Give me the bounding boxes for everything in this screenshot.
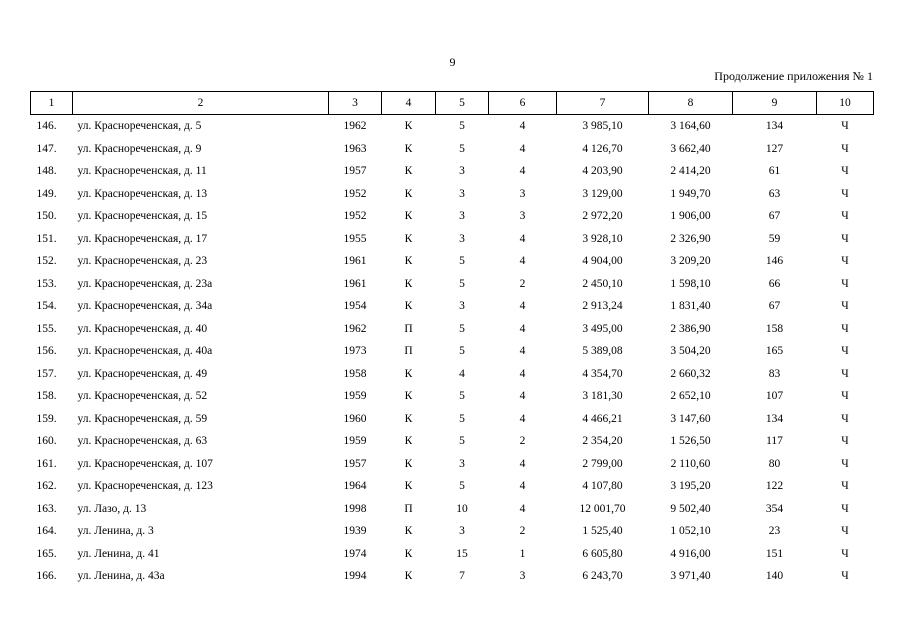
residents-cell: 61 [768, 165, 781, 178]
row-number-cell: 149. [36, 187, 57, 200]
living-area-cell: 1 831,40 [670, 300, 711, 313]
living-area-cell: 3 147,60 [670, 412, 711, 425]
living-area-cell: 2 326,90 [670, 232, 711, 245]
category-cell: Ч [841, 165, 849, 178]
table-row [31, 430, 874, 453]
year-built-cell: 1952 [343, 187, 367, 200]
floors-cell: 3 [459, 525, 465, 538]
year-built-cell: 1998 [343, 502, 367, 515]
residents-cell: 117 [766, 435, 783, 448]
total-area-cell: 4 107,80 [582, 480, 623, 493]
category-cell: Ч [841, 120, 849, 133]
floors-cell: 5 [459, 345, 465, 358]
year-built-cell: 1974 [343, 547, 367, 560]
living-area-cell: 1 906,00 [670, 210, 711, 223]
row-number-cell: 148. [36, 165, 57, 178]
wall-material-cell: К [404, 457, 413, 470]
total-area-cell: 3 129,00 [582, 187, 623, 200]
category-cell: Ч [841, 187, 849, 200]
total-area-cell: 2 450,10 [582, 277, 623, 290]
category-cell: Ч [841, 390, 849, 403]
category-cell: Ч [841, 255, 849, 268]
living-area-cell: 3 195,20 [670, 480, 711, 493]
living-area-cell: 2 386,90 [670, 322, 711, 335]
wall-material-cell: К [404, 142, 413, 155]
entrances-cell: 3 [519, 210, 526, 223]
row-number-cell: 157. [36, 367, 57, 380]
column-header: 2 [73, 92, 329, 115]
row-number-cell: 163. [36, 502, 57, 515]
address-cell: ул. Краснореченская, д. 34а [77, 300, 213, 313]
living-area-cell: 3 662,40 [670, 142, 711, 155]
column-header: 5 [436, 92, 489, 115]
entrances-cell: 4 [519, 457, 526, 470]
floors-cell: 5 [459, 390, 465, 403]
floors-cell: 3 [459, 187, 465, 200]
table-row [31, 295, 874, 318]
address-cell: ул. Краснореченская, д. 9 [77, 142, 202, 155]
address-cell: ул. Краснореченская, д. 40 [77, 322, 208, 335]
total-area-cell: 3 985,10 [582, 120, 623, 133]
column-header: 3 [329, 92, 382, 115]
living-area-cell: 2 652,10 [670, 390, 711, 403]
year-built-cell: 1962 [343, 120, 367, 133]
entrances-cell: 4 [519, 142, 526, 155]
residents-cell: 67 [768, 210, 781, 223]
address-cell: ул. Краснореченская, д. 52 [77, 390, 208, 403]
row-number-cell: 162. [36, 480, 57, 493]
residents-cell: 140 [765, 570, 784, 583]
table-row [31, 250, 874, 273]
category-cell: Ч [841, 570, 849, 583]
wall-material-cell: К [404, 525, 413, 538]
table-row [31, 453, 874, 476]
floors-cell: 10 [456, 502, 468, 515]
residents-cell: 354 [765, 502, 784, 515]
total-area-cell: 6 605,80 [582, 547, 623, 560]
row-number-cell: 154. [36, 300, 57, 313]
year-built-cell: 1954 [343, 300, 367, 313]
category-cell: Ч [841, 210, 849, 223]
floors-cell: 3 [459, 232, 465, 245]
floors-cell: 3 [459, 210, 465, 223]
living-area-cell: 3 504,20 [670, 345, 711, 358]
floors-cell: 15 [456, 547, 468, 560]
total-area-cell: 2 913,24 [582, 300, 623, 313]
living-area-cell: 1 526,50 [670, 435, 711, 448]
total-area-cell: 12 001,70 [579, 502, 626, 515]
total-area-cell: 3 928,10 [582, 232, 623, 245]
year-built-cell: 1964 [343, 480, 367, 493]
wall-material-cell: К [404, 547, 413, 560]
category-cell: Ч [841, 367, 849, 380]
living-area-cell: 3 971,40 [670, 570, 711, 583]
address-cell: ул. Краснореченская, д. 23 [77, 255, 208, 268]
address-cell: ул. Краснореченская, д. 11 [77, 165, 207, 178]
residents-cell: 67 [768, 300, 781, 313]
row-number-cell: 166. [36, 570, 57, 583]
floors-cell: 7 [459, 570, 465, 583]
wall-material-cell: К [404, 480, 413, 493]
entrances-cell: 4 [519, 255, 526, 268]
wall-material-cell: К [404, 570, 413, 583]
year-built-cell: 1955 [343, 232, 367, 245]
category-cell: Ч [841, 547, 849, 560]
address-cell: ул. Краснореченская, д. 63 [77, 435, 208, 448]
entrances-cell: 4 [519, 367, 526, 380]
address-cell: ул. Краснореченская, д. 59 [77, 412, 208, 425]
year-built-cell: 1961 [343, 255, 367, 268]
table-row [31, 160, 874, 183]
table-row [31, 228, 874, 251]
total-area-cell: 3 181,30 [582, 390, 623, 403]
total-area-cell: 4 904,00 [582, 255, 623, 268]
category-cell: Ч [841, 457, 849, 470]
row-number-cell: 151. [36, 232, 57, 245]
wall-material-cell: К [404, 277, 413, 290]
living-area-cell: 1 598,10 [670, 277, 711, 290]
column-header: 8 [649, 92, 733, 115]
year-built-cell: 1939 [343, 525, 367, 538]
entrances-cell: 4 [519, 322, 526, 335]
wall-material-cell: К [404, 300, 413, 313]
table-row [31, 498, 874, 521]
row-number-cell: 146. [36, 120, 57, 133]
address-cell: ул. Лазо, д. 13 [77, 502, 147, 515]
wall-material-cell: К [404, 187, 413, 200]
residents-cell: 59 [768, 232, 781, 245]
row-number-cell: 156. [36, 345, 57, 358]
address-cell: ул. Ленина, д. 3 [77, 525, 154, 538]
column-header: 6 [489, 92, 557, 115]
column-header: 4 [382, 92, 436, 115]
year-built-cell: 1963 [343, 142, 367, 155]
row-number-cell: 153. [36, 277, 57, 290]
year-built-cell: 1959 [343, 390, 367, 403]
year-built-cell: 1957 [343, 165, 367, 178]
entrances-cell: 2 [519, 525, 526, 538]
year-built-cell: 1973 [343, 345, 367, 358]
total-area-cell: 4 354,70 [582, 367, 623, 380]
category-cell: Ч [841, 345, 849, 358]
residents-cell: 107 [765, 390, 784, 403]
residents-cell: 146 [765, 255, 784, 268]
category-cell: Ч [841, 502, 849, 515]
entrances-cell: 4 [519, 412, 526, 425]
row-number-cell: 155. [36, 322, 57, 335]
living-area-cell: 4 916,00 [670, 547, 711, 560]
year-built-cell: 1952 [343, 210, 367, 223]
table-row [31, 205, 874, 228]
buildings-table [30, 91, 874, 588]
total-area-cell: 4 466,21 [582, 412, 623, 425]
address-cell: ул. Краснореченская, д. 107 [77, 457, 213, 470]
table-row [31, 543, 874, 566]
floors-cell: 5 [459, 480, 465, 493]
total-area-cell: 6 243,70 [582, 570, 623, 583]
category-cell: Ч [841, 277, 849, 290]
row-number-cell: 147. [36, 142, 57, 155]
wall-material-cell: К [404, 435, 413, 448]
table-row [31, 520, 874, 543]
table-header-row [31, 92, 874, 115]
category-cell: Ч [841, 322, 849, 335]
entrances-cell: 4 [519, 120, 526, 133]
category-cell: Ч [841, 300, 849, 313]
residents-cell: 83 [768, 367, 781, 380]
residents-cell: 80 [768, 457, 781, 470]
entrances-cell: 1 [519, 547, 526, 560]
floors-cell: 5 [459, 120, 465, 133]
column-header: 9 [733, 92, 817, 115]
row-number-cell: 161. [36, 457, 57, 470]
total-area-cell: 2 972,20 [582, 210, 623, 223]
residents-cell: 127 [765, 142, 784, 155]
year-built-cell: 1962 [343, 322, 367, 335]
living-area-cell: 2 414,20 [670, 165, 711, 178]
entrances-cell: 3 [519, 187, 526, 200]
entrances-cell: 4 [519, 390, 526, 403]
floors-cell: 3 [459, 457, 465, 470]
wall-material-cell: К [404, 210, 413, 223]
wall-material-cell: П [404, 322, 413, 335]
floors-cell: 5 [459, 277, 465, 290]
living-area-cell: 2 660,32 [670, 367, 711, 380]
address-cell: ул. Краснореченская, д. 5 [77, 120, 202, 133]
table-row [31, 273, 874, 296]
table-row [31, 565, 874, 588]
row-number-cell: 165. [36, 547, 57, 560]
entrances-cell: 4 [519, 502, 526, 515]
wall-material-cell: К [404, 232, 413, 245]
address-cell: ул. Ленина, д. 43а [77, 570, 165, 583]
floors-cell: 5 [459, 255, 465, 268]
residents-cell: 134 [765, 412, 784, 425]
category-cell: Ч [841, 412, 849, 425]
entrances-cell: 4 [519, 300, 526, 313]
category-cell: Ч [841, 232, 849, 245]
address-cell: ул. Ленина, д. 41 [77, 547, 160, 560]
table-row [31, 363, 874, 386]
row-number-cell: 160. [36, 435, 57, 448]
residents-cell: 158 [765, 322, 784, 335]
table-row [31, 318, 874, 341]
year-built-cell: 1994 [343, 570, 367, 583]
residents-cell: 151 [765, 547, 784, 560]
category-cell: Ч [841, 435, 849, 448]
entrances-cell: 4 [519, 345, 526, 358]
address-cell: ул. Краснореченская, д. 23а [77, 277, 213, 290]
column-header: 1 [31, 92, 73, 115]
total-area-cell: 2 799,00 [582, 457, 623, 470]
wall-material-cell: К [404, 120, 413, 133]
residents-cell: 122 [765, 480, 784, 493]
floors-cell: 3 [459, 165, 465, 178]
total-area-cell: 4 126,70 [582, 142, 623, 155]
residents-cell: 66 [768, 277, 781, 290]
column-header: 7 [557, 92, 649, 115]
wall-material-cell: П [404, 502, 413, 515]
year-built-cell: 1957 [343, 457, 367, 470]
entrances-cell: 4 [519, 232, 526, 245]
address-cell: ул. Краснореченская, д. 15 [77, 210, 208, 223]
row-number-cell: 159. [36, 412, 57, 425]
row-number-cell: 158. [36, 390, 57, 403]
floors-cell: 5 [459, 435, 465, 448]
residents-cell: 134 [765, 120, 784, 133]
address-cell: ул. Краснореченская, д. 17 [77, 232, 208, 245]
living-area-cell: 1 052,10 [670, 525, 711, 538]
table-row [31, 385, 874, 408]
living-area-cell: 3 209,20 [670, 255, 711, 268]
year-built-cell: 1961 [343, 277, 367, 290]
entrances-cell: 4 [519, 480, 526, 493]
wall-material-cell: К [404, 367, 413, 380]
wall-material-cell: П [404, 345, 413, 358]
category-cell: Ч [841, 525, 849, 538]
living-area-cell: 3 164,60 [670, 120, 711, 133]
year-built-cell: 1960 [343, 412, 367, 425]
page-number: 9 [449, 55, 456, 69]
table-row [31, 408, 874, 431]
floors-cell: 4 [459, 367, 465, 380]
entrances-cell: 4 [519, 165, 526, 178]
floors-cell: 5 [459, 412, 465, 425]
floors-cell: 5 [459, 322, 465, 335]
address-cell: ул. Краснореченская, д. 123 [77, 480, 213, 493]
address-cell: ул. Краснореченская, д. 49 [77, 367, 208, 380]
address-cell: ул. Краснореченская, д. 13 [77, 187, 208, 200]
total-area-cell: 3 495,00 [582, 322, 623, 335]
category-cell: Ч [841, 480, 849, 493]
floors-cell: 3 [459, 300, 465, 313]
address-cell: ул. Краснореченская, д. 40а [77, 345, 213, 358]
wall-material-cell: К [404, 390, 413, 403]
entrances-cell: 2 [519, 277, 526, 290]
entrances-cell: 2 [519, 435, 526, 448]
table-row [31, 138, 874, 161]
living-area-cell: 9 502,40 [670, 502, 711, 515]
floors-cell: 5 [459, 142, 465, 155]
entrances-cell: 3 [519, 570, 526, 583]
row-number-cell: 150. [36, 210, 57, 223]
year-built-cell: 1959 [343, 435, 367, 448]
row-number-cell: 164. [36, 525, 57, 538]
total-area-cell: 4 203,90 [582, 165, 623, 178]
living-area-cell: 2 110,60 [670, 457, 711, 470]
table-row [31, 115, 874, 138]
table-row [31, 340, 874, 363]
residents-cell: 63 [768, 187, 781, 200]
residents-cell: 23 [768, 525, 781, 538]
total-area-cell: 5 389,08 [582, 345, 623, 358]
table-row [31, 183, 874, 206]
wall-material-cell: К [404, 165, 413, 178]
category-cell: Ч [841, 142, 849, 155]
wall-material-cell: К [404, 412, 413, 425]
continuation-label: Продолжение приложения № 1 [714, 69, 873, 83]
table-body [31, 115, 874, 588]
total-area-cell: 2 354,20 [582, 435, 623, 448]
year-built-cell: 1958 [343, 367, 367, 380]
table-row [31, 475, 874, 498]
column-header: 10 [817, 92, 874, 115]
wall-material-cell: К [404, 255, 413, 268]
residents-cell: 165 [765, 345, 784, 358]
living-area-cell: 1 949,70 [670, 187, 711, 200]
row-number-cell: 152. [36, 255, 57, 268]
total-area-cell: 1 525,40 [582, 525, 623, 538]
